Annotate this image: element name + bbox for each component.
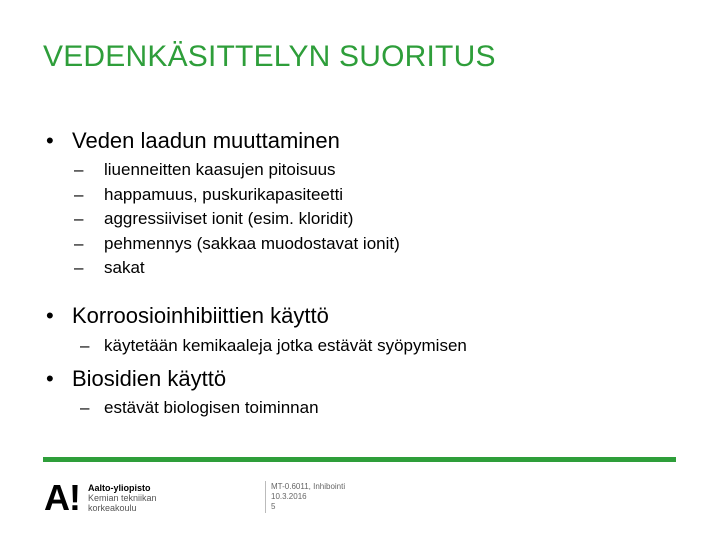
dash-marker: –	[74, 209, 84, 228]
footer-meta	[271, 482, 345, 512]
sub-item	[80, 398, 319, 418]
logo-line-3: korkeakoulu	[88, 503, 137, 513]
bullet-text: Korroosioinhibiittien käyttö	[72, 303, 329, 328]
sub-item-text: pehmennys (sakkaa muodostavat ionit)	[104, 233, 400, 253]
sub-item-text: happamuus, puskurikapasiteetti	[104, 184, 344, 204]
sub-item	[74, 234, 400, 259]
footer-divider	[43, 457, 676, 462]
bullet-text: Veden laadun muuttaminen	[72, 128, 340, 153]
footer-date: 10.3.2016	[271, 492, 307, 501]
aalto-logo	[44, 477, 157, 518]
footer-page-number: 5	[271, 502, 276, 511]
sub-list	[74, 160, 400, 283]
logo-mark: A!	[44, 477, 80, 518]
logo-text	[88, 483, 157, 513]
sub-item	[74, 209, 400, 234]
logo-line-2: Kemian tekniikan	[88, 493, 157, 503]
sub-item-text: liuenneitten kaasujen pitoisuus	[104, 160, 336, 179]
slide-title: VEDENKÄSITTELYN SUORITUS	[43, 40, 496, 73]
dash-marker: –	[74, 184, 84, 204]
sub-item	[80, 336, 467, 356]
bullet-text: Biosidien käyttö	[72, 366, 227, 391]
sub-item-text: estävät biologisen toiminnan	[104, 398, 319, 417]
logo-line-1: Aalto-yliopisto	[88, 483, 151, 493]
dash-marker: –	[80, 336, 90, 355]
footer-course: MT-0.6011, Inhibointi	[271, 482, 346, 491]
sub-item-text: aggressiiviset ionit (esim. kloridit)	[104, 209, 354, 228]
bullet-marker: •	[46, 366, 54, 391]
dash-marker: –	[74, 233, 84, 253]
sub-item	[74, 160, 400, 185]
bullet-item	[46, 366, 226, 392]
sub-item	[74, 185, 400, 210]
sub-item-text: sakat	[104, 258, 145, 277]
dash-marker: –	[74, 258, 84, 277]
bullet-marker: •	[46, 303, 54, 328]
footer-separator	[265, 481, 266, 513]
sub-item-text: käytetään kemikaaleja jotka estävät syöpymisen	[104, 336, 467, 355]
bullet-item	[46, 303, 329, 329]
dash-marker: –	[74, 160, 84, 179]
dash-marker: –	[80, 398, 90, 417]
bullet-marker: •	[46, 128, 54, 153]
sub-item	[74, 258, 400, 283]
bullet-item	[46, 128, 340, 154]
